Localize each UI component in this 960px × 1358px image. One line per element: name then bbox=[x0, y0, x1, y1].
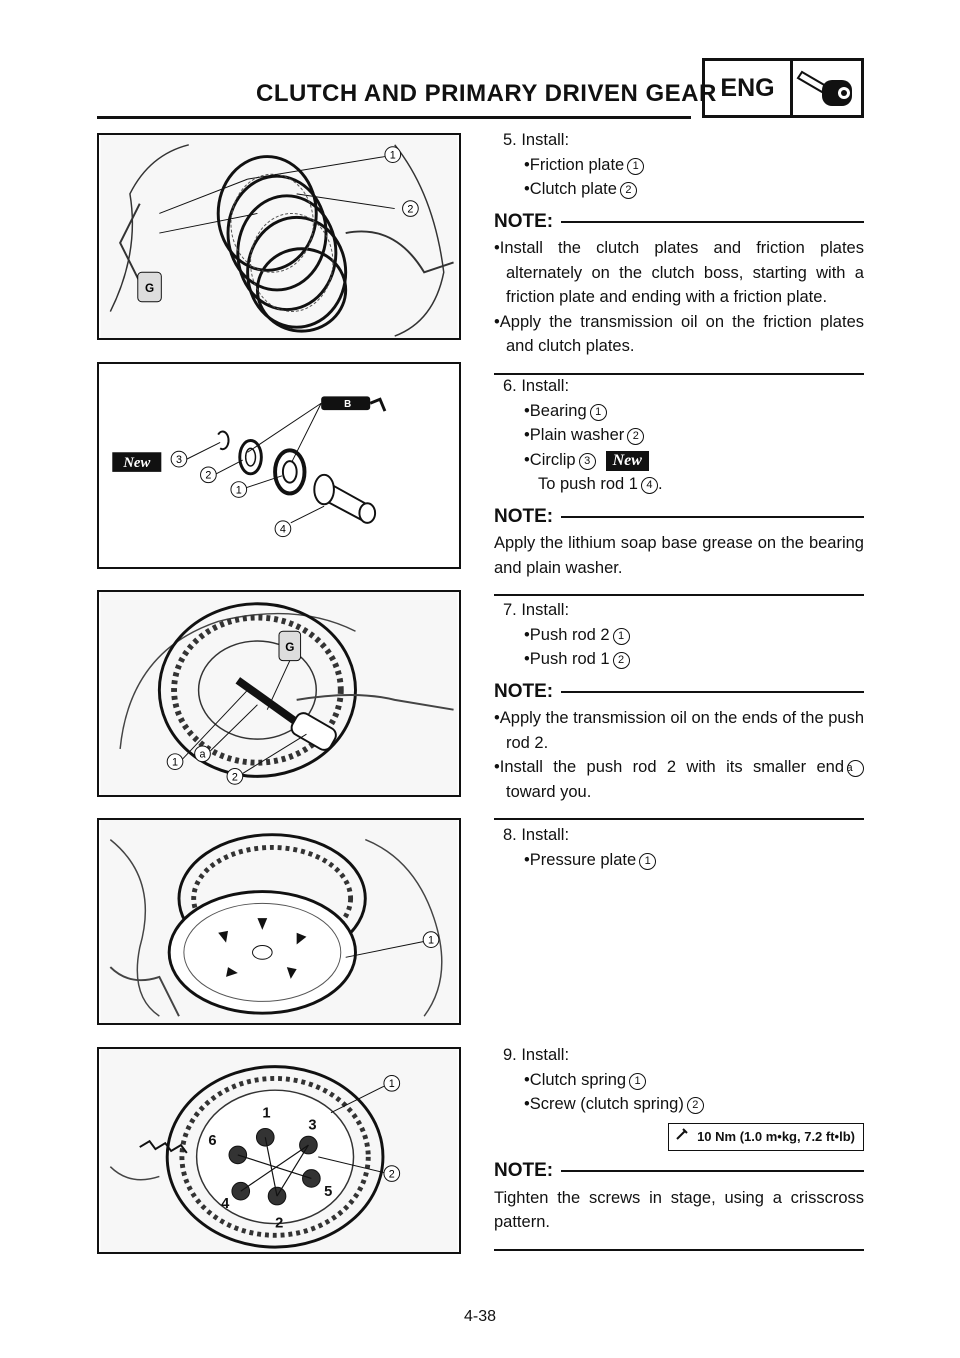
figure-bearing-assembly bbox=[97, 362, 461, 569]
callout-2: 2 bbox=[407, 203, 414, 216]
note-end-rule bbox=[494, 594, 864, 596]
note-end-rule bbox=[494, 818, 864, 820]
list-item: •Clutch plate 2 bbox=[494, 177, 864, 202]
callout-1: 1 bbox=[388, 1078, 395, 1091]
list-item: •Plain washer 2 bbox=[494, 423, 864, 448]
step-label: 8. Install: bbox=[503, 826, 570, 844]
callout-2: 2 bbox=[388, 1168, 395, 1181]
note-heading: NOTE: bbox=[494, 210, 864, 235]
grease-mark: G bbox=[144, 281, 155, 295]
torque-value: 10 Nm (1.0 m•kg, 7.2 ft•lb) bbox=[697, 1128, 855, 1144]
page-number: 4-38 bbox=[463, 1308, 497, 1325]
ref-circle: a bbox=[847, 760, 864, 777]
step-7 bbox=[494, 598, 864, 820]
callout-4: 4 bbox=[279, 523, 286, 536]
step-8 bbox=[494, 823, 864, 872]
list-item: •Clutch spring 1 bbox=[494, 1068, 864, 1093]
callout-1: 1 bbox=[428, 934, 435, 947]
step-label: 9. Install: bbox=[503, 1046, 570, 1064]
callout-2: 2 bbox=[205, 469, 212, 482]
new-badge: New bbox=[606, 451, 649, 471]
list-item: •Push rod 2 1 bbox=[494, 623, 864, 648]
seq-3: 3 bbox=[308, 1117, 317, 1134]
list-item: •Pressure plate 1 bbox=[494, 848, 864, 873]
step-9 bbox=[494, 1043, 864, 1251]
seq-2: 2 bbox=[275, 1215, 284, 1232]
figure-push-rods bbox=[97, 590, 461, 797]
note-text: Tighten the screws in stage, using a crisscross pattern. bbox=[494, 1188, 864, 1231]
grease-mark: B bbox=[344, 399, 352, 411]
grease-mark: G bbox=[285, 640, 295, 654]
note-heading: NOTE: bbox=[494, 680, 864, 705]
ref-circle: 2 bbox=[687, 1097, 704, 1114]
figure-pressure-plate bbox=[97, 818, 461, 1025]
callout-3: 3 bbox=[175, 454, 182, 467]
list-item: •Friction plate 1 bbox=[494, 153, 864, 178]
note-heading: NOTE: bbox=[494, 505, 864, 530]
list-item: •Push rod 1 2 bbox=[494, 647, 864, 672]
seq-6: 6 bbox=[208, 1133, 217, 1150]
ref-circle: 3 bbox=[579, 453, 596, 470]
step-label: 7. Install: bbox=[503, 601, 570, 619]
list-item: •Circlip 3 New bbox=[494, 448, 864, 473]
list-item: •Bearing 1 bbox=[494, 399, 864, 424]
ref-circle: 1 bbox=[629, 1073, 646, 1090]
list-item: •Screw (clutch spring) 2 bbox=[494, 1092, 864, 1117]
page-title: CLUTCH AND PRIMARY DRIVEN GEAR bbox=[256, 80, 717, 107]
section-tab bbox=[702, 58, 864, 118]
seq-5: 5 bbox=[324, 1184, 333, 1201]
torque-spec bbox=[494, 1123, 864, 1152]
ref-circle: 4 bbox=[641, 477, 658, 494]
new-badge: New bbox=[123, 454, 151, 471]
ref-circle: 2 bbox=[620, 182, 637, 199]
ref-circle: 1 bbox=[590, 404, 607, 421]
note-text: •Install the clutch plates and friction plates alternately on the clutch boss, starting with a friction plate and ending with a friction plate. bbox=[494, 239, 864, 306]
figure-clutch-plates bbox=[97, 133, 461, 340]
ref-circle: 2 bbox=[627, 428, 644, 445]
note-heading: NOTE: bbox=[494, 1159, 864, 1184]
torque-wrench-icon bbox=[675, 1125, 689, 1150]
note-text: •Apply the transmission oil on the friction plates and clutch plates. bbox=[494, 312, 864, 355]
section-tag: ENG bbox=[705, 61, 793, 115]
ref-circle: 1 bbox=[613, 628, 630, 645]
header-rule bbox=[97, 116, 691, 119]
ref-circle: 2 bbox=[613, 652, 630, 669]
callout-2: 2 bbox=[231, 771, 238, 784]
step-label: 5. Install: bbox=[503, 131, 570, 149]
note-text: •Install the push rod 2 with its smaller end a toward you. bbox=[494, 755, 864, 804]
callout-a: a bbox=[199, 748, 206, 761]
callout-1: 1 bbox=[172, 756, 179, 769]
ref-circle: 1 bbox=[627, 158, 644, 175]
ref-circle: 1 bbox=[639, 853, 656, 870]
callout-1: 1 bbox=[389, 149, 396, 162]
figure-clutch-springs bbox=[97, 1047, 461, 1254]
step-6 bbox=[494, 374, 864, 596]
engine-wrench-icon bbox=[793, 61, 861, 115]
sub-text: To push rod 1 4 . bbox=[538, 475, 663, 493]
note-text: Apply the lithium soap base grease on the bearing and plain washer. bbox=[494, 534, 864, 577]
seq-4: 4 bbox=[221, 1195, 230, 1212]
step-label: 6. Install: bbox=[503, 377, 570, 395]
seq-1: 1 bbox=[262, 1105, 271, 1122]
note-text: •Apply the transmission oil on the ends of the push rod 2. bbox=[494, 709, 864, 752]
step-5 bbox=[494, 128, 864, 375]
callout-1: 1 bbox=[235, 484, 242, 497]
note-end-rule bbox=[494, 1249, 864, 1251]
